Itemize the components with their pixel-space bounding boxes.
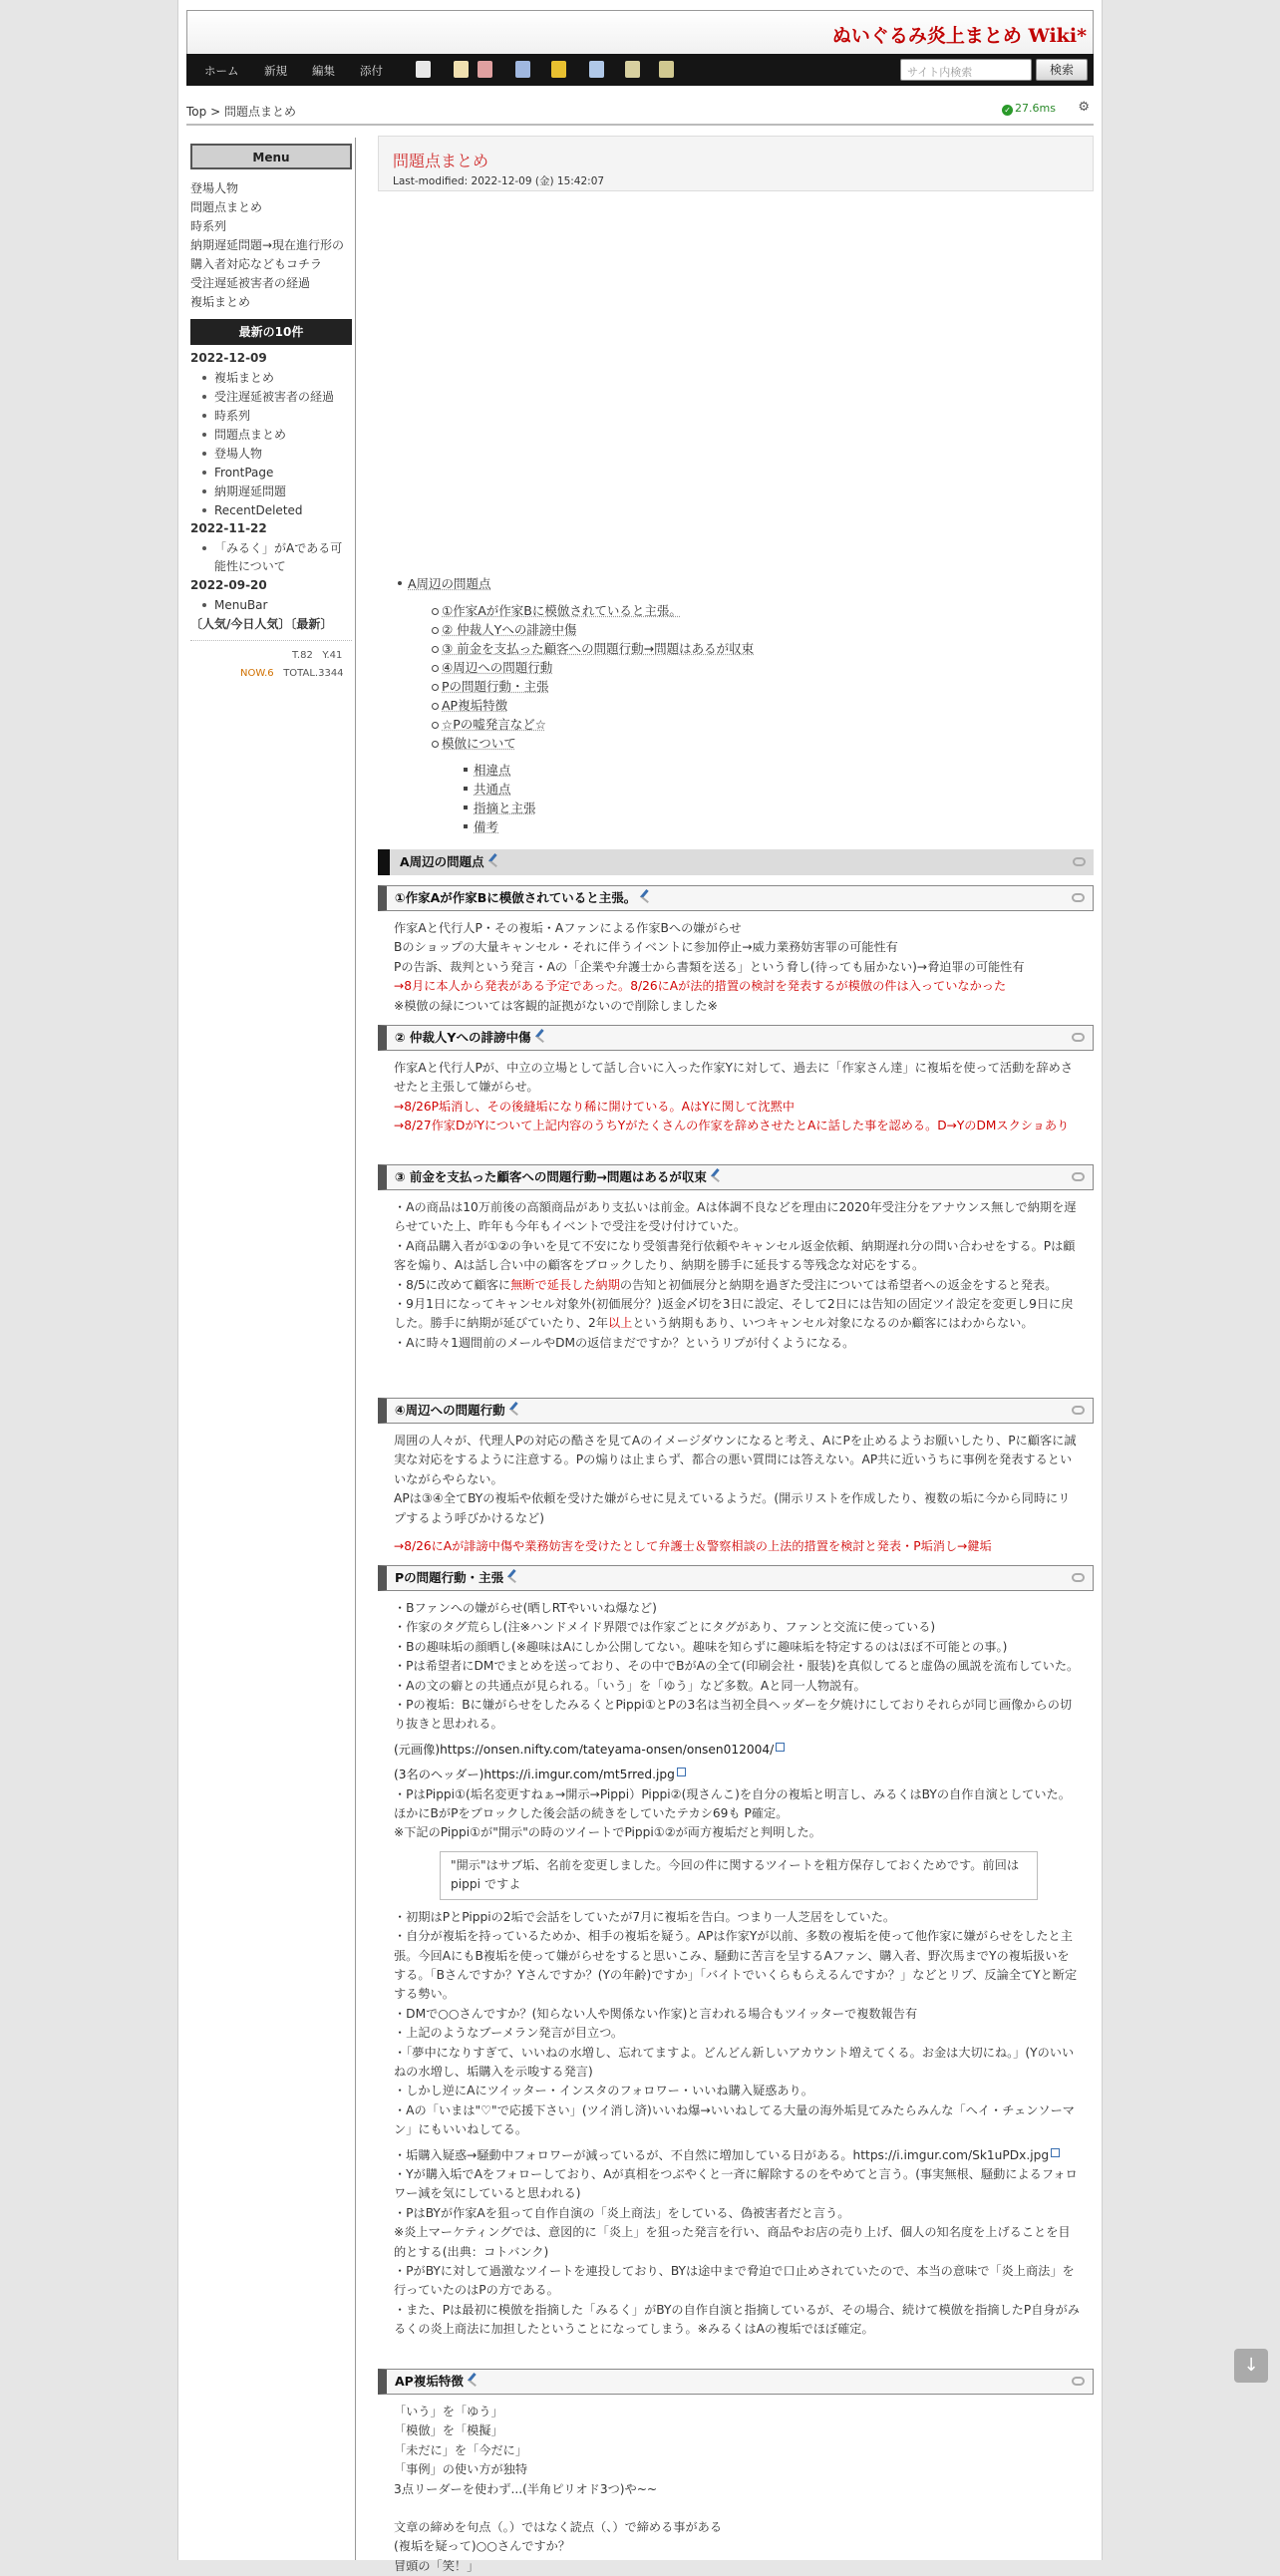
text-line: ・しかし逆にAにツイッター・インスタのフォロワー・いいね購入疑惑あり。 — [394, 2084, 813, 2098]
latest-link[interactable]: 最新 — [296, 617, 321, 631]
toc-subitem[interactable]: 相違点 — [474, 763, 511, 778]
recent-item[interactable]: MenuBar — [214, 596, 354, 614]
recent-item[interactable]: 時系列 — [214, 407, 354, 425]
text-line: ・Aの「いまは"♡"で応援下さい」(ツイ消し済)いいね爆→いいねしてる大量の海外垢見てみたらみんな「ヘイ・チェンソーマン」にもいいねしてる。 — [394, 2102, 1075, 2137]
section-text — [394, 919, 1080, 1016]
text-line: 「模倣」を「模擬」 — [394, 2423, 503, 2438]
subsection-heading — [378, 1398, 1094, 1424]
subsection-title: AP複垢特徴 — [395, 2374, 464, 2389]
toc-item[interactable]: A周辺の問題点 — [408, 576, 491, 591]
section-text — [394, 1059, 1080, 1136]
menu-item[interactable]: 時系列 — [190, 219, 227, 233]
toc-item[interactable]: 模倣について — [442, 736, 516, 751]
text-line: ・Aの商品は10万前後の高額商品があり支払いは前金。Aは体調不良などを理由に2020年受注分をアナウンス無しで納期を遅らせていた上、昨年も今年もイベントで受注を受け付けていた。 — [394, 1200, 1077, 1234]
text-line: ・Pは希望者にDMでまとめを送っており、その中でBがAの全て(印刷会社・服装)を真似してると虚偽の風説を流布していた。 — [394, 1659, 1080, 1674]
text-line — [394, 1276, 1080, 1295]
header-divider — [186, 124, 1094, 126]
page-icon[interactable] — [416, 61, 431, 78]
link-text[interactable]: (元画像)https://onsen.nifty.com/tateyama-onsen/onsen012004/ — [394, 1742, 775, 1757]
text-line: ・Bの趣味垢の顔晒し(※趣味はAにしか公開してない。趣味を知らずに趣味垢を特定するのはほぼ不可能との事。) — [394, 1639, 1008, 1654]
text-line: 作家Aと代行人Pが、中立の立場として話し合いに入った作家Yに対して、過去に「作家さん達」に複垢を使って活動を辞めさせたと主張して嫌がらせ。 — [394, 1061, 1074, 1095]
section-heading — [378, 849, 1094, 875]
nav-bar — [186, 54, 1094, 86]
text-line: Bのショップの大量キャンセル・それに伴うイベントに参加停止→威力業務妨害罪の可能性有 — [394, 940, 898, 955]
text-line: ・自分が複垢を持っているためか、相手の複垢を疑う。APは作家Yが以前、多数の複垢を使って他作家に嫌がらせをしたと主張。今回AにもB複垢を使って嫌がらせをすると思いこみ、騒動に苦言を呈するAファン、購入者、野次馬までYの複垢扱いをする。「Bさんですか？Yさんですか？(Yの年齢)ですか」「バイトでいくらもらえるんですか？」などとリプ、反論全てYと断定する勢い。 — [394, 1929, 1078, 2002]
text-line: 3点リーダーを使わず...(半角ピリオド3つ)や~~ — [394, 2481, 658, 2496]
recent-heading: 最新の10件 — [190, 319, 352, 345]
recent-item[interactable]: 納期遅延問題 — [214, 483, 354, 500]
toc-item[interactable]: Pの問題行動・主張 — [442, 679, 549, 694]
edit-icon[interactable] — [534, 1029, 548, 1043]
counter-total: TOTAL.3344 — [283, 668, 344, 679]
nav-edit[interactable]: 編集 — [312, 64, 335, 78]
menu-item[interactable]: 登場人物 — [190, 181, 239, 195]
text-line: ・PはPippi①(垢名変更すねぁ→開示→Pippi）Pippi②(現さんこ)を自分の複垢と明言し、みるくはBYの自作自演としていた。ほかにBがPをブロックした後会話の続きをしていたテカシ69も P確定。 — [394, 1786, 1071, 1821]
site-title[interactable]: ぬいぐるみ炎上まとめ Wiki* — [831, 25, 1087, 47]
edit-icon[interactable] — [509, 1402, 523, 1416]
recent-date: 2022-11-22 — [190, 521, 267, 535]
counter-now-total — [240, 668, 344, 679]
edit-icon[interactable] — [711, 1168, 725, 1182]
subsection-title: ①作家Aが作家Bに模倣されていると主張。 — [395, 890, 637, 905]
subsection-heading — [378, 1164, 1094, 1190]
history-icon[interactable] — [625, 61, 640, 78]
recent-date: 2022-09-20 — [190, 578, 267, 592]
subsection-heading — [378, 885, 1094, 911]
recent-item[interactable]: 受注遅延被害者の経過 — [214, 388, 354, 406]
text-line: 「未だに」を「今だに」 — [394, 2442, 528, 2457]
text-line-link[interactable] — [394, 2146, 1080, 2165]
gear-icon[interactable]: ⚙ — [1078, 100, 1090, 115]
counter-now: NOW.6 — [240, 668, 274, 679]
link-icon[interactable] — [1072, 1172, 1085, 1181]
text-span-red: 無断で延長した納期 — [510, 1277, 620, 1292]
text-line: (複垢を疑って)○○さんですか？ — [394, 2539, 571, 2554]
quote-block: "開示"はサブ垢、名前を変更しました。今回の件に関するツイートを粗方保存しておくためです。前回はpippi ですよ — [440, 1851, 1038, 1900]
text-line: ・Aに時々1週間前のメールやDMの返信まだですか？というリプが付くようになる。 — [394, 1335, 855, 1350]
toc-subitem[interactable]: 備考 — [474, 819, 499, 834]
text-line: ・上記のようなブーメラン発言が目立つ。 — [394, 2026, 624, 2041]
text-line: 「いう」を「ゆう」 — [394, 2405, 503, 2418]
popular-link[interactable]: 人気/今日人気 — [202, 617, 279, 631]
toc-item[interactable]: ☆Pの嘘発言など☆ — [442, 717, 546, 732]
copy-icon[interactable] — [589, 61, 604, 78]
subsection-title: ② 仲裁人Yへの誹謗中傷 — [395, 1030, 531, 1045]
menu-item[interactable]: 納期遅延問題→現在進行形の購入者対応などもコチラ — [190, 238, 345, 271]
search-input[interactable]: サイト内検索 — [900, 59, 1032, 81]
toc-subitem[interactable]: 共通点 — [474, 782, 511, 797]
check-icon: ✓ — [1002, 105, 1013, 116]
text-line: ※炎上マーケティングでは、意図的に「炎上」を狙った発言を行い、商品やお店の売り上げ、個人の知名度を上げることを目的とする(出典：コトバンク) — [394, 2225, 1071, 2259]
text-span-red: 以上 — [607, 1316, 633, 1331]
breadcrumb-top[interactable]: Top — [186, 105, 207, 119]
link-text[interactable]: (3名のヘッダー)https://i.imgur.com/mt5rred.jpg — [394, 1768, 675, 1782]
chevron-down-icon: ↓ — [1243, 2355, 1259, 2376]
edit-icon[interactable] — [507, 1569, 521, 1583]
page-title: 問題点まとめ — [393, 152, 489, 170]
text-span: の告知と初価展分と納期を過ぎた受注については希望者への返金をすると発表。 — [619, 1277, 1058, 1292]
text-line: ・初期はPとPippiの2垢で会話をしていたが7月に複垢を告白。つまり一人芝居をしていた。 — [394, 1909, 896, 1924]
text-line-red: →8/26にAが誹謗中傷や業務妨害を受けたとして弁護士＆警察相談の上法的措置を検討と発表・P垢消し→鍵垢 — [394, 1539, 992, 1554]
toc-item[interactable]: ④周辺への問題行動 — [442, 660, 553, 675]
lock-icon[interactable] — [551, 61, 566, 78]
text-line: ・PがBYに対して過激なツイートを連投しており、BYは途中まで脅迫で口止めされていたので、本当の意味で「炎上商法」を行っていたのはPの方である。 — [394, 2264, 1075, 2298]
breadcrumb-current: 問題点まとめ — [223, 105, 296, 119]
text-line: 作家Aと代行人P・その複垢・Aファンによる作家Bへの嫌がらせ — [394, 921, 742, 935]
text-line — [394, 1295, 1080, 1334]
nav-home[interactable]: ホーム — [204, 64, 239, 78]
render-time — [1002, 102, 1056, 116]
external-link-icon[interactable] — [1051, 2148, 1060, 2157]
counter-total-yesterday — [292, 650, 342, 661]
text-line: 冒頭の「笑！」 — [394, 2558, 480, 2573]
sidebar — [186, 138, 356, 2560]
counter-t: T.82 — [292, 650, 313, 661]
section-text — [394, 1599, 1080, 2340]
text-span: ・9月1日になってキャンセル対象外(初価展分？)返金〆切を3日に設定、そして2日には告知の固定ツイ設定を変更し9日に戻した。勝手に納期が延びていたり、2年 — [394, 1297, 1074, 1331]
page-wrapper — [177, 0, 1103, 2573]
external-link-icon[interactable] — [776, 1743, 785, 1752]
render-time-value: 27.6ms — [1015, 102, 1056, 115]
subsection-heading — [378, 2369, 1094, 2395]
toc-item[interactable]: AP複垢特徴 — [442, 698, 508, 713]
counter-divider — [190, 640, 352, 641]
site-header — [186, 10, 1094, 54]
link-icon[interactable] — [1072, 893, 1085, 902]
link-icon[interactable] — [1072, 1573, 1085, 1582]
recent-item[interactable]: 問題点まとめ — [214, 426, 354, 444]
text-line: ・作家のタグ荒らし(注※ハンドメイド界隈では作家ごとにタグがあり、ファンと交流に使っている) — [394, 1620, 936, 1635]
text-line: 「事例」の使い方が独特 — [394, 2462, 528, 2477]
toc-item[interactable]: ② 仲裁人Yへの誹謗中傷 — [442, 622, 577, 637]
text-line: ・また、Pは最初に模倣を指摘した「みるく」がBYの自作自演と指摘しているが、その場合、続けて模倣を指摘したP自身がみるくの炎上商法に加担したということになってしまう。※みるくはAの複垢でほぼ確定。 — [394, 2302, 1080, 2337]
toc-item[interactable]: ①作家Aが作家Bに模倣されていると主張。 — [442, 603, 682, 618]
subsection-title: ③ 前金を支払った顧客への問題行動→問題はあるが収束 — [395, 1169, 707, 1184]
menu-item[interactable]: 問題点まとめ — [190, 200, 263, 214]
recent-item[interactable]: 「みるく」がAである可能性について — [214, 539, 354, 575]
text-line: ・Aの文の癖との共通点が見られる。「いう」を「ゆう」など多数。Aと同一人物説有。 — [394, 1678, 866, 1693]
last-modified: Last-modified: 2022-12-09 (金) 15:42:07 — [393, 175, 605, 187]
link-icon[interactable] — [1072, 1033, 1085, 1042]
text-line: ・Yが購入垢でAをフォローしており、Aが真相をつぶやくと一斉に解除するのをやめてと言う。(事実無根、騒動によるフォロワー減を気にしていると思われる) — [394, 2166, 1078, 2201]
recent-item[interactable]: 登場人物 — [214, 445, 354, 463]
text-line: 周囲の人々が、代理人Pの対応の酷さを見てAのイメージダウンになると考え、AにPを止めるようお願いしたり、Pに顧客に誠実な対応をするように注意する。Pの煽りは止まらず、都合の悪い質問には答えない。AP共に近いうちに事例を発表するといいながらやらない。 — [394, 1434, 1077, 1486]
page-title-box — [378, 136, 1094, 191]
menu-item[interactable]: 複垢まとめ — [190, 295, 251, 309]
subsection-title: Pの問題行動・主張 — [395, 1570, 504, 1585]
text-line: ※下記のPippi①が"開示"の時のツイートでPippi①②が両方複垢だと判明した。 — [394, 1825, 821, 1840]
section-text — [394, 1432, 1080, 1556]
text-line: ・A商品購入者が①②の争いを見て不安になり受領書発行依頼やキャンセル返金依頼、納期遅れ分の問い合わせをする。Pは顧客を煽り、Aは話し合い中の顧客をブロックしたり、納期を勝手に延長する等残念な対応をする。 — [394, 1238, 1076, 1273]
subsection-title: ④周辺への問題行動 — [395, 1403, 505, 1418]
text-line: Pの告訴、裁判という発言・Aの「企業や弁護士から書類を送る」という脅し(待っても届かない)→脅迫罪の可能性有 — [394, 959, 1025, 974]
text-line-link[interactable] — [394, 1766, 1080, 1784]
text-line: 文章の締めを句点（。）ではなく読点（、）で締める事がある — [394, 2520, 723, 2535]
recent-item[interactable]: 複垢まとめ — [214, 369, 354, 387]
scroll-down-button[interactable] — [1234, 2349, 1268, 2383]
text-line: ・DMで○○さんですか？(知らない人や関係ない作家)と言われる場合もツイッターで複数報告有 — [394, 2006, 918, 2021]
text-line-red: →8/26P垢消し、その後縫垢になり稀に開けている。AはYに関して沈黙中 — [394, 1099, 795, 1114]
rss-icon[interactable] — [478, 61, 492, 78]
popular-links: 〔人気/今日人気〕〔最新〕 — [190, 617, 333, 631]
subsection-heading — [378, 1565, 1094, 1591]
external-link-icon[interactable] — [677, 1768, 686, 1776]
menu-item[interactable]: 受注遅延被害者の経過 — [190, 276, 311, 290]
menu-heading: Menu — [190, 144, 352, 169]
text-line: ・「夢中になりすぎて、いいねの水増し、忘れてますよ。どんどん新しいアカウント増えてくる。お金は大切にね。」(Yのいいねの水増し、垢購入を示唆する発言) — [394, 2045, 1075, 2079]
text-line: ・PはBYが作家Aを狙って自作自演の「炎上商法」をしている、偽被害者だと言う。 — [394, 2205, 850, 2220]
nav-new[interactable]: 新規 — [264, 64, 287, 78]
nav-attach[interactable]: 添付 — [360, 64, 383, 78]
section-title: A周辺の問題点 — [400, 854, 484, 869]
text-line-red: →8/27作家DがYについて上記内容のうちYがたくさんの作家を辞めさせたとAに話した事を認める。D→YのDMスクショあり — [394, 1119, 1070, 1133]
recent-item[interactable]: RecentDeleted — [214, 501, 354, 519]
link-text[interactable]: ・垢購入疑惑→騒動中フォロワーが減っているが、不自然に増加している日がある。https://i.imgur.com/Sk1uPDx.jpg — [394, 2147, 1050, 2162]
text-span: という納期もあり、いつキャンセル対象になるのか顧客にはわからない。 — [632, 1316, 1034, 1331]
recent-date: 2022-12-09 — [190, 351, 267, 365]
link-icon[interactable] — [1072, 1406, 1085, 1415]
text-line-link[interactable] — [394, 1741, 1080, 1760]
diff-icon[interactable] — [659, 61, 674, 78]
text-line: ※模倣の緑については客観的証拠がないので削除しました※ — [394, 998, 718, 1013]
search-button[interactable]: 検索 — [1036, 59, 1088, 81]
toc-item[interactable]: ③ 前金を支払った顧客への問題行動→問題はあるが収束 — [442, 641, 755, 656]
recent-item[interactable]: FrontPage — [214, 464, 354, 482]
text-line-red: →8月に本人から発表がある予定であった。8/26にAが法的措置の検討を発表するが模倣の件は入っていなかった — [394, 979, 1007, 994]
edit-icon[interactable] — [640, 889, 654, 903]
link-icon[interactable] — [1072, 2377, 1085, 2386]
section-text — [394, 1198, 1080, 1353]
toc-subitem[interactable]: 指摘と主張 — [474, 801, 536, 815]
section-text — [394, 2403, 1080, 2576]
counter-y: Y.41 — [322, 650, 343, 661]
edit-icon[interactable] — [468, 2373, 481, 2387]
text-line: APは③④全てBYの複垢や依頼を受けた嫌がらせに見えているようだ。(開示リストを作成したり、複数の垢に今から同時にリプするよう呼びかけるなど) — [394, 1491, 1071, 1525]
link-icon[interactable] — [1073, 857, 1086, 866]
book-icon[interactable] — [515, 61, 530, 78]
text-line: ・Bファンへの嫌がらせ(晒しRTやいいね爆など) — [394, 1601, 657, 1615]
text-span: ・8/5に改めて顧客に — [394, 1277, 511, 1292]
subsection-heading — [378, 1025, 1094, 1051]
list-icon[interactable] — [454, 61, 469, 78]
edit-icon[interactable] — [488, 853, 502, 867]
breadcrumb — [186, 103, 296, 120]
text-line: ・Pの複垢：Bに嫌がらせをしたみるくとPippi①とPの3名は当初全員ヘッダーを夕焼けにしておりそれらが同じ画像からの切り抜きと思われる。 — [394, 1698, 1073, 1732]
breadcrumb-sep: > — [206, 105, 224, 119]
